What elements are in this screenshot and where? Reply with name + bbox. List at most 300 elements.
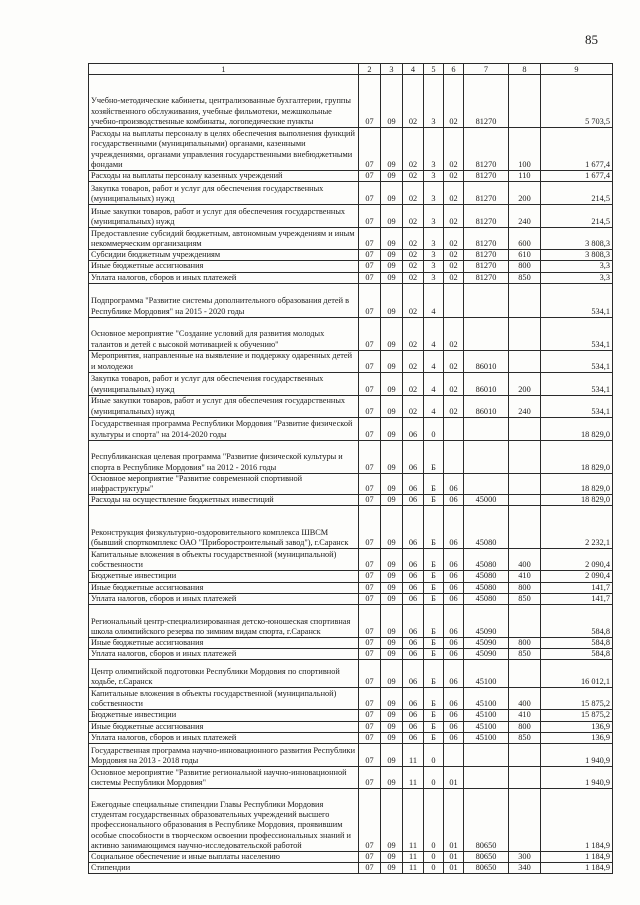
subprogram-code: 0 <box>424 789 444 852</box>
table-row <box>89 571 613 582</box>
activity-code: 06 <box>444 549 464 571</box>
section-code: 07 <box>359 549 381 571</box>
amount: 584,8 <box>541 605 613 638</box>
row-name: Капитальные вложения в объекты государственной (муниципальной) собственности <box>89 549 359 571</box>
expense-type-code <box>509 660 541 688</box>
row-name: Реконструкция физкультурно-оздоровительного комплекса ШВСМ (бывший спорткомплекс ОАО "Приборостроительный завод"), г.Саранск <box>89 506 359 549</box>
page-number: 85 <box>585 32 598 47</box>
expense-type-code <box>509 473 541 494</box>
target-item-code: 45090 <box>464 638 509 649</box>
subsection-code: 09 <box>381 171 403 182</box>
target-item-code: 81270 <box>464 261 509 272</box>
section-code: 07 <box>359 261 381 272</box>
amount: 2 090,4 <box>541 549 613 571</box>
subprogram-code: 0 <box>424 852 444 863</box>
target-item-code: 80650 <box>464 852 509 863</box>
table-row <box>89 440 613 473</box>
row-name: Расходы на осуществление бюджетных инвестиций <box>89 495 359 506</box>
program-code: 11 <box>403 863 424 874</box>
subprogram-code: 3 <box>424 272 444 283</box>
expense-type-code: 240 <box>509 395 541 417</box>
program-code: 06 <box>403 593 424 604</box>
section-code: 07 <box>359 205 381 228</box>
subsection-code: 09 <box>381 506 403 549</box>
target-item-code <box>464 473 509 494</box>
target-item-code: 86010 <box>464 372 509 395</box>
amount: 214,5 <box>541 205 613 228</box>
subprogram-code: 3 <box>424 171 444 182</box>
section-code: 07 <box>359 395 381 417</box>
expense-type-code: 400 <box>509 688 541 710</box>
subsection-code: 09 <box>381 205 403 228</box>
amount: 141,7 <box>541 582 613 593</box>
subsection-code: 09 <box>381 593 403 604</box>
section-code: 07 <box>359 638 381 649</box>
section-code: 07 <box>359 495 381 506</box>
target-item-code: 81270 <box>464 205 509 228</box>
subsection-code: 09 <box>381 182 403 205</box>
table-row <box>89 283 613 317</box>
amount: 1 184,9 <box>541 852 613 863</box>
amount: 3,3 <box>541 272 613 283</box>
program-code: 02 <box>403 372 424 395</box>
activity-code: 01 <box>444 789 464 852</box>
table-row <box>89 688 613 710</box>
program-code: 06 <box>403 495 424 506</box>
subprogram-code: Б <box>424 649 444 660</box>
table-row <box>89 350 613 372</box>
section-code: 07 <box>359 582 381 593</box>
table-row <box>89 495 613 506</box>
program-code: 06 <box>403 440 424 473</box>
row-name: Иные закупки товаров, работ и услуг для обеспечения государственных (муниципальных) нужд <box>89 395 359 417</box>
expense-type-code <box>509 495 541 506</box>
expense-type-code: 800 <box>509 582 541 593</box>
target-item-code: 45080 <box>464 582 509 593</box>
table-row <box>89 272 613 283</box>
subsection-code: 09 <box>381 350 403 372</box>
subsection-code: 09 <box>381 571 403 582</box>
target-item-code: 45080 <box>464 593 509 604</box>
expense-type-code <box>509 283 541 317</box>
activity-code <box>444 283 464 317</box>
row-name: Основное мероприятие "Создание условий для развития молодых талантов и детей с высокой мотивацией к обучению" <box>89 317 359 350</box>
target-item-code: 81270 <box>464 75 509 128</box>
amount: 534,1 <box>541 350 613 372</box>
subprogram-code: Б <box>424 688 444 710</box>
section-code: 07 <box>359 721 381 732</box>
row-name: Закупка товаров, работ и услуг для обеспечения государственных (муниципальных) нужд <box>89 182 359 205</box>
activity-code: 02 <box>444 205 464 228</box>
amount: 136,9 <box>541 732 613 743</box>
activity-code <box>444 744 464 767</box>
subprogram-code: Б <box>424 582 444 593</box>
section-code: 07 <box>359 372 381 395</box>
subprogram-code: 3 <box>424 75 444 128</box>
column-header: 2 <box>359 64 381 75</box>
row-name: Уплата налогов, сборов и иных платежей <box>89 272 359 283</box>
table-row <box>89 182 613 205</box>
expense-type-code <box>509 605 541 638</box>
amount: 584,8 <box>541 638 613 649</box>
expense-type-code: 110 <box>509 171 541 182</box>
table-row <box>89 721 613 732</box>
activity-code: 06 <box>444 710 464 721</box>
section-code: 07 <box>359 182 381 205</box>
activity-code <box>444 440 464 473</box>
subprogram-code: 4 <box>424 395 444 417</box>
row-name: Иные бюджетные ассигнования <box>89 721 359 732</box>
amount: 534,1 <box>541 317 613 350</box>
subsection-code: 09 <box>381 732 403 743</box>
target-item-code: 81270 <box>464 272 509 283</box>
row-name: Уплата налогов, сборов и иных платежей <box>89 593 359 604</box>
section-code: 07 <box>359 710 381 721</box>
target-item-code: 45100 <box>464 660 509 688</box>
subprogram-code: 0 <box>424 744 444 767</box>
section-code: 07 <box>359 171 381 182</box>
activity-code: 06 <box>444 593 464 604</box>
target-item-code: 80650 <box>464 863 509 874</box>
amount: 136,9 <box>541 721 613 732</box>
amount: 18 829,0 <box>541 495 613 506</box>
expense-type-code <box>509 350 541 372</box>
expense-type-code: 850 <box>509 593 541 604</box>
row-name: Основное мероприятие "Развитие современной спортивной инфраструктуры" <box>89 473 359 494</box>
row-name: Ежегодные специальные стипендии Главы Республики Мордовия студентам государственных образовательных учреждений высшего профессионального образования в Республике Мордовия, проявившим особые способности в творческом освоении профессиональных знаний и активно занимающимся научно-исследовательской работой <box>89 789 359 852</box>
amount: 584,8 <box>541 649 613 660</box>
target-item-code: 80650 <box>464 789 509 852</box>
subsection-code: 09 <box>381 372 403 395</box>
expense-type-code <box>509 767 541 789</box>
amount: 534,1 <box>541 395 613 417</box>
expense-type-code: 410 <box>509 710 541 721</box>
activity-code: 06 <box>444 473 464 494</box>
program-code: 11 <box>403 767 424 789</box>
subprogram-code: 4 <box>424 350 444 372</box>
target-item-code: 45090 <box>464 649 509 660</box>
table-row <box>89 710 613 721</box>
program-code: 06 <box>403 506 424 549</box>
activity-code: 06 <box>444 660 464 688</box>
expense-type-code <box>509 789 541 852</box>
subsection-code: 09 <box>381 395 403 417</box>
expense-type-code: 340 <box>509 863 541 874</box>
program-code: 02 <box>403 272 424 283</box>
activity-code: 02 <box>444 75 464 128</box>
expense-type-code: 800 <box>509 721 541 732</box>
column-header: 1 <box>89 64 359 75</box>
target-item-code: 81270 <box>464 228 509 250</box>
row-name: Социальное обеспечение и иные выплаты населению <box>89 852 359 863</box>
row-name: Предоставление субсидий бюджетным, автономным учреждениям и иным некоммерческим организациям <box>89 228 359 250</box>
subprogram-code: Б <box>424 593 444 604</box>
table-row <box>89 744 613 767</box>
amount: 3 808,3 <box>541 250 613 261</box>
column-header: 3 <box>381 64 403 75</box>
subsection-code: 09 <box>381 660 403 688</box>
subsection-code: 09 <box>381 789 403 852</box>
subprogram-code: Б <box>424 710 444 721</box>
amount: 1 184,9 <box>541 789 613 852</box>
amount: 18 829,0 <box>541 440 613 473</box>
row-name: Учебно-методические кабинеты, централизованные бухгалтерии, группы хозяйственного обслуживания, учебные фильмотеки, межшкольные учебно-производственные комбинаты, логопедические пункты <box>89 75 359 128</box>
activity-code: 02 <box>444 250 464 261</box>
subprogram-code: 4 <box>424 317 444 350</box>
row-name: Республиканская целевая программа "Развитие физической культуры и спорта в Республике Мордовия" на 2012 - 2016 годы <box>89 440 359 473</box>
activity-code: 06 <box>444 495 464 506</box>
activity-code: 01 <box>444 767 464 789</box>
subprogram-code: 3 <box>424 261 444 272</box>
activity-code: 02 <box>444 261 464 272</box>
program-code: 06 <box>403 649 424 660</box>
row-name: Капитальные вложения в объекты государственной (муниципальной) собственности <box>89 688 359 710</box>
table-row <box>89 593 613 604</box>
program-code: 02 <box>403 317 424 350</box>
section-code: 07 <box>359 593 381 604</box>
expense-type-code: 800 <box>509 638 541 649</box>
activity-code: 06 <box>444 721 464 732</box>
expense-type-code: 600 <box>509 228 541 250</box>
subprogram-code: 4 <box>424 372 444 395</box>
subsection-code: 09 <box>381 605 403 638</box>
amount: 141,7 <box>541 593 613 604</box>
activity-code: 06 <box>444 732 464 743</box>
section-code: 07 <box>359 283 381 317</box>
target-item-code: 45100 <box>464 710 509 721</box>
program-code: 02 <box>403 171 424 182</box>
activity-code: 06 <box>444 571 464 582</box>
amount: 2 090,4 <box>541 571 613 582</box>
column-header: 6 <box>444 64 464 75</box>
section-code: 07 <box>359 863 381 874</box>
section-code: 07 <box>359 852 381 863</box>
column-header: 4 <box>403 64 424 75</box>
amount: 534,1 <box>541 372 613 395</box>
activity-code: 02 <box>444 350 464 372</box>
activity-code: 01 <box>444 852 464 863</box>
program-code: 06 <box>403 732 424 743</box>
activity-code: 02 <box>444 171 464 182</box>
expense-type-code <box>509 506 541 549</box>
expense-type-code: 850 <box>509 272 541 283</box>
table-body <box>89 75 613 874</box>
activity-code: 02 <box>444 182 464 205</box>
subsection-code: 09 <box>381 228 403 250</box>
subprogram-code: Б <box>424 440 444 473</box>
target-item-code: 45080 <box>464 549 509 571</box>
table-row <box>89 852 613 863</box>
amount: 534,1 <box>541 283 613 317</box>
table-row <box>89 261 613 272</box>
section-code: 07 <box>359 128 381 171</box>
expense-type-code <box>509 317 541 350</box>
subprogram-code: Б <box>424 495 444 506</box>
table-row <box>89 605 613 638</box>
amount: 1 677,4 <box>541 171 613 182</box>
row-name: Бюджетные инвестиции <box>89 710 359 721</box>
column-header: 9 <box>541 64 613 75</box>
section-code: 07 <box>359 228 381 250</box>
row-name: Государственная программа Республики Мордовия "Развитие физической культуры и спорта" на 2014-2020 годы <box>89 417 359 440</box>
program-code: 02 <box>403 128 424 171</box>
subsection-code: 09 <box>381 767 403 789</box>
amount: 3,3 <box>541 261 613 272</box>
row-name: Центр олимпийской подготовки Республики Мордовия по спортивной ходьбе, г.Саранск <box>89 660 359 688</box>
subprogram-code: Б <box>424 473 444 494</box>
row-name: Уплата налогов, сборов и иных платежей <box>89 649 359 660</box>
row-name: Региональный центр-специализированная детско-юношеская спортивная школа олимпийского резерва по зимним видам спорта, г.Саранск <box>89 605 359 638</box>
section-code: 07 <box>359 417 381 440</box>
target-item-code: 45100 <box>464 732 509 743</box>
program-code: 06 <box>403 638 424 649</box>
subprogram-code: Б <box>424 605 444 638</box>
subsection-code: 09 <box>381 317 403 350</box>
row-name: Иные бюджетные ассигнования <box>89 582 359 593</box>
table-row <box>89 582 613 593</box>
program-code: 06 <box>403 549 424 571</box>
target-item-code: 45080 <box>464 571 509 582</box>
activity-code: 06 <box>444 688 464 710</box>
target-item-code: 45100 <box>464 688 509 710</box>
table-row <box>89 128 613 171</box>
table-row <box>89 250 613 261</box>
row-name: Мероприятия, направленные на выявление и поддержку одаренных детей и молодежи <box>89 350 359 372</box>
target-item-code <box>464 767 509 789</box>
section-code: 07 <box>359 317 381 350</box>
program-code: 02 <box>403 261 424 272</box>
column-header: 5 <box>424 64 444 75</box>
subsection-code: 09 <box>381 75 403 128</box>
program-code: 11 <box>403 744 424 767</box>
activity-code: 06 <box>444 605 464 638</box>
subsection-code: 09 <box>381 417 403 440</box>
subprogram-code: 0 <box>424 767 444 789</box>
program-code: 11 <box>403 789 424 852</box>
row-name: Бюджетные инвестиции <box>89 571 359 582</box>
subsection-code: 09 <box>381 128 403 171</box>
program-code: 06 <box>403 417 424 440</box>
expense-type-code: 300 <box>509 852 541 863</box>
activity-code: 01 <box>444 863 464 874</box>
program-code: 06 <box>403 688 424 710</box>
amount: 18 829,0 <box>541 473 613 494</box>
subprogram-code: 0 <box>424 417 444 440</box>
subsection-code: 09 <box>381 250 403 261</box>
expense-type-code: 100 <box>509 128 541 171</box>
activity-code: 06 <box>444 506 464 549</box>
row-name: Расходы на выплаты персоналу казенных учреждений <box>89 171 359 182</box>
table-row <box>89 506 613 549</box>
table-row <box>89 732 613 743</box>
amount: 16 012,1 <box>541 660 613 688</box>
column-header: 7 <box>464 64 509 75</box>
program-code: 06 <box>403 582 424 593</box>
program-code: 02 <box>403 350 424 372</box>
section-code: 07 <box>359 649 381 660</box>
target-item-code <box>464 744 509 767</box>
section-code: 07 <box>359 732 381 743</box>
target-item-code: 45100 <box>464 721 509 732</box>
amount: 3 808,3 <box>541 228 613 250</box>
table-row <box>89 473 613 494</box>
expense-type-code: 800 <box>509 261 541 272</box>
expense-type-code <box>509 744 541 767</box>
program-code: 02 <box>403 75 424 128</box>
amount: 18 829,0 <box>541 417 613 440</box>
subprogram-code: 0 <box>424 863 444 874</box>
activity-code: 02 <box>444 317 464 350</box>
subsection-code: 09 <box>381 649 403 660</box>
amount: 5 703,5 <box>541 75 613 128</box>
program-code: 02 <box>403 395 424 417</box>
expense-type-code: 850 <box>509 732 541 743</box>
amount: 15 875,2 <box>541 688 613 710</box>
expense-type-code <box>509 75 541 128</box>
subsection-code: 09 <box>381 549 403 571</box>
target-item-code: 81270 <box>464 182 509 205</box>
row-name: Иные бюджетные ассигнования <box>89 261 359 272</box>
program-code: 06 <box>403 605 424 638</box>
expense-type-code <box>509 440 541 473</box>
program-code: 02 <box>403 283 424 317</box>
program-code: 06 <box>403 660 424 688</box>
subprogram-code: 3 <box>424 128 444 171</box>
program-code: 02 <box>403 228 424 250</box>
subsection-code: 09 <box>381 283 403 317</box>
table-header-row <box>89 64 613 75</box>
program-code: 06 <box>403 710 424 721</box>
expense-type-code: 410 <box>509 571 541 582</box>
activity-code <box>444 417 464 440</box>
program-code: 06 <box>403 571 424 582</box>
row-name: Государственная программа научно-инновационного развития Республики Мордовия на 2013 - 2018 годы <box>89 744 359 767</box>
section-code: 07 <box>359 350 381 372</box>
table-row <box>89 171 613 182</box>
row-name: Иные бюджетные ассигнования <box>89 638 359 649</box>
target-item-code <box>464 440 509 473</box>
subsection-code: 09 <box>381 495 403 506</box>
target-item-code: 81270 <box>464 171 509 182</box>
section-code: 07 <box>359 605 381 638</box>
section-code: 07 <box>359 767 381 789</box>
table-row <box>89 395 613 417</box>
row-name: Иные закупки товаров, работ и услуг для обеспечения государственных (муниципальных) нужд <box>89 205 359 228</box>
table-row <box>89 660 613 688</box>
target-item-code: 45080 <box>464 506 509 549</box>
target-item-code: 86010 <box>464 395 509 417</box>
activity-code: 02 <box>444 372 464 395</box>
table-row <box>89 205 613 228</box>
expense-type-code: 200 <box>509 182 541 205</box>
subsection-code: 09 <box>381 582 403 593</box>
row-name: Субсидии бюджетным учреждениям <box>89 250 359 261</box>
amount: 1 677,4 <box>541 128 613 171</box>
row-name: Расходы на выплаты персоналу в целях обеспечения выполнения функций государственными (муниципальными) органами, казенными учреждениями, органами управления государственными внебюджетными фондами <box>89 128 359 171</box>
target-item-code: 81270 <box>464 128 509 171</box>
subsection-code: 09 <box>381 638 403 649</box>
target-item-code: 45000 <box>464 495 509 506</box>
amount: 2 232,1 <box>541 506 613 549</box>
subprogram-code: Б <box>424 721 444 732</box>
table-row <box>89 863 613 874</box>
subsection-code: 09 <box>381 272 403 283</box>
target-item-code <box>464 417 509 440</box>
subsection-code: 09 <box>381 744 403 767</box>
row-name: Стипендии <box>89 863 359 874</box>
subprogram-code: 4 <box>424 283 444 317</box>
activity-code: 06 <box>444 582 464 593</box>
